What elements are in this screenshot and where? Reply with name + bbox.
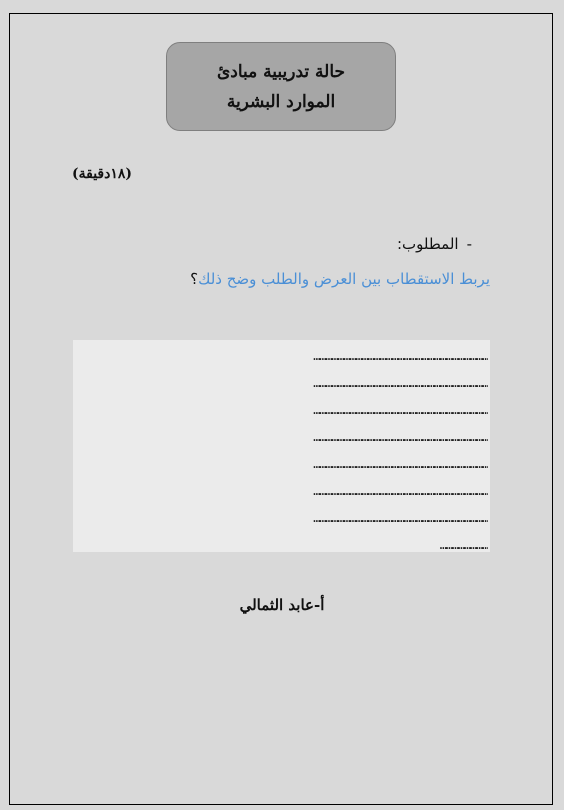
question-body: يربط الاستقطاب بين العرض والطلب وضح ذلك: [198, 270, 490, 288]
title-line-2: الموارد البشرية: [226, 91, 336, 112]
author-name: أ-عابد الثمالي: [239, 596, 325, 614]
question-mark: ؟: [190, 270, 199, 288]
answer-line-8: ……………………: [439, 538, 488, 552]
required-bullet: -: [466, 235, 472, 253]
answer-line-2: ……………………………………………………………………………: [313, 376, 488, 390]
title-box: [166, 42, 396, 131]
answer-line-4: ……………………………………………………………………………: [313, 430, 488, 444]
answer-area[interactable]: [73, 340, 490, 552]
answer-line-1: ……………………………………………………………………………: [313, 349, 488, 363]
answer-line-5: ……………………………………………………………………………: [313, 457, 488, 471]
required-label: المطلوب:: [396, 235, 459, 253]
required-heading: [397, 235, 472, 253]
answer-line-3: ……………………………………………………………………………: [313, 403, 488, 417]
duration-label: (١٨دقيقة): [72, 166, 133, 182]
answer-line-6: ……………………………………………………………………………: [313, 484, 488, 498]
question-text: [190, 270, 490, 288]
title-line-1: حالة تدريبية مبادئ: [216, 61, 346, 82]
answer-line-7: ……………………………………………………………………………: [313, 511, 488, 525]
